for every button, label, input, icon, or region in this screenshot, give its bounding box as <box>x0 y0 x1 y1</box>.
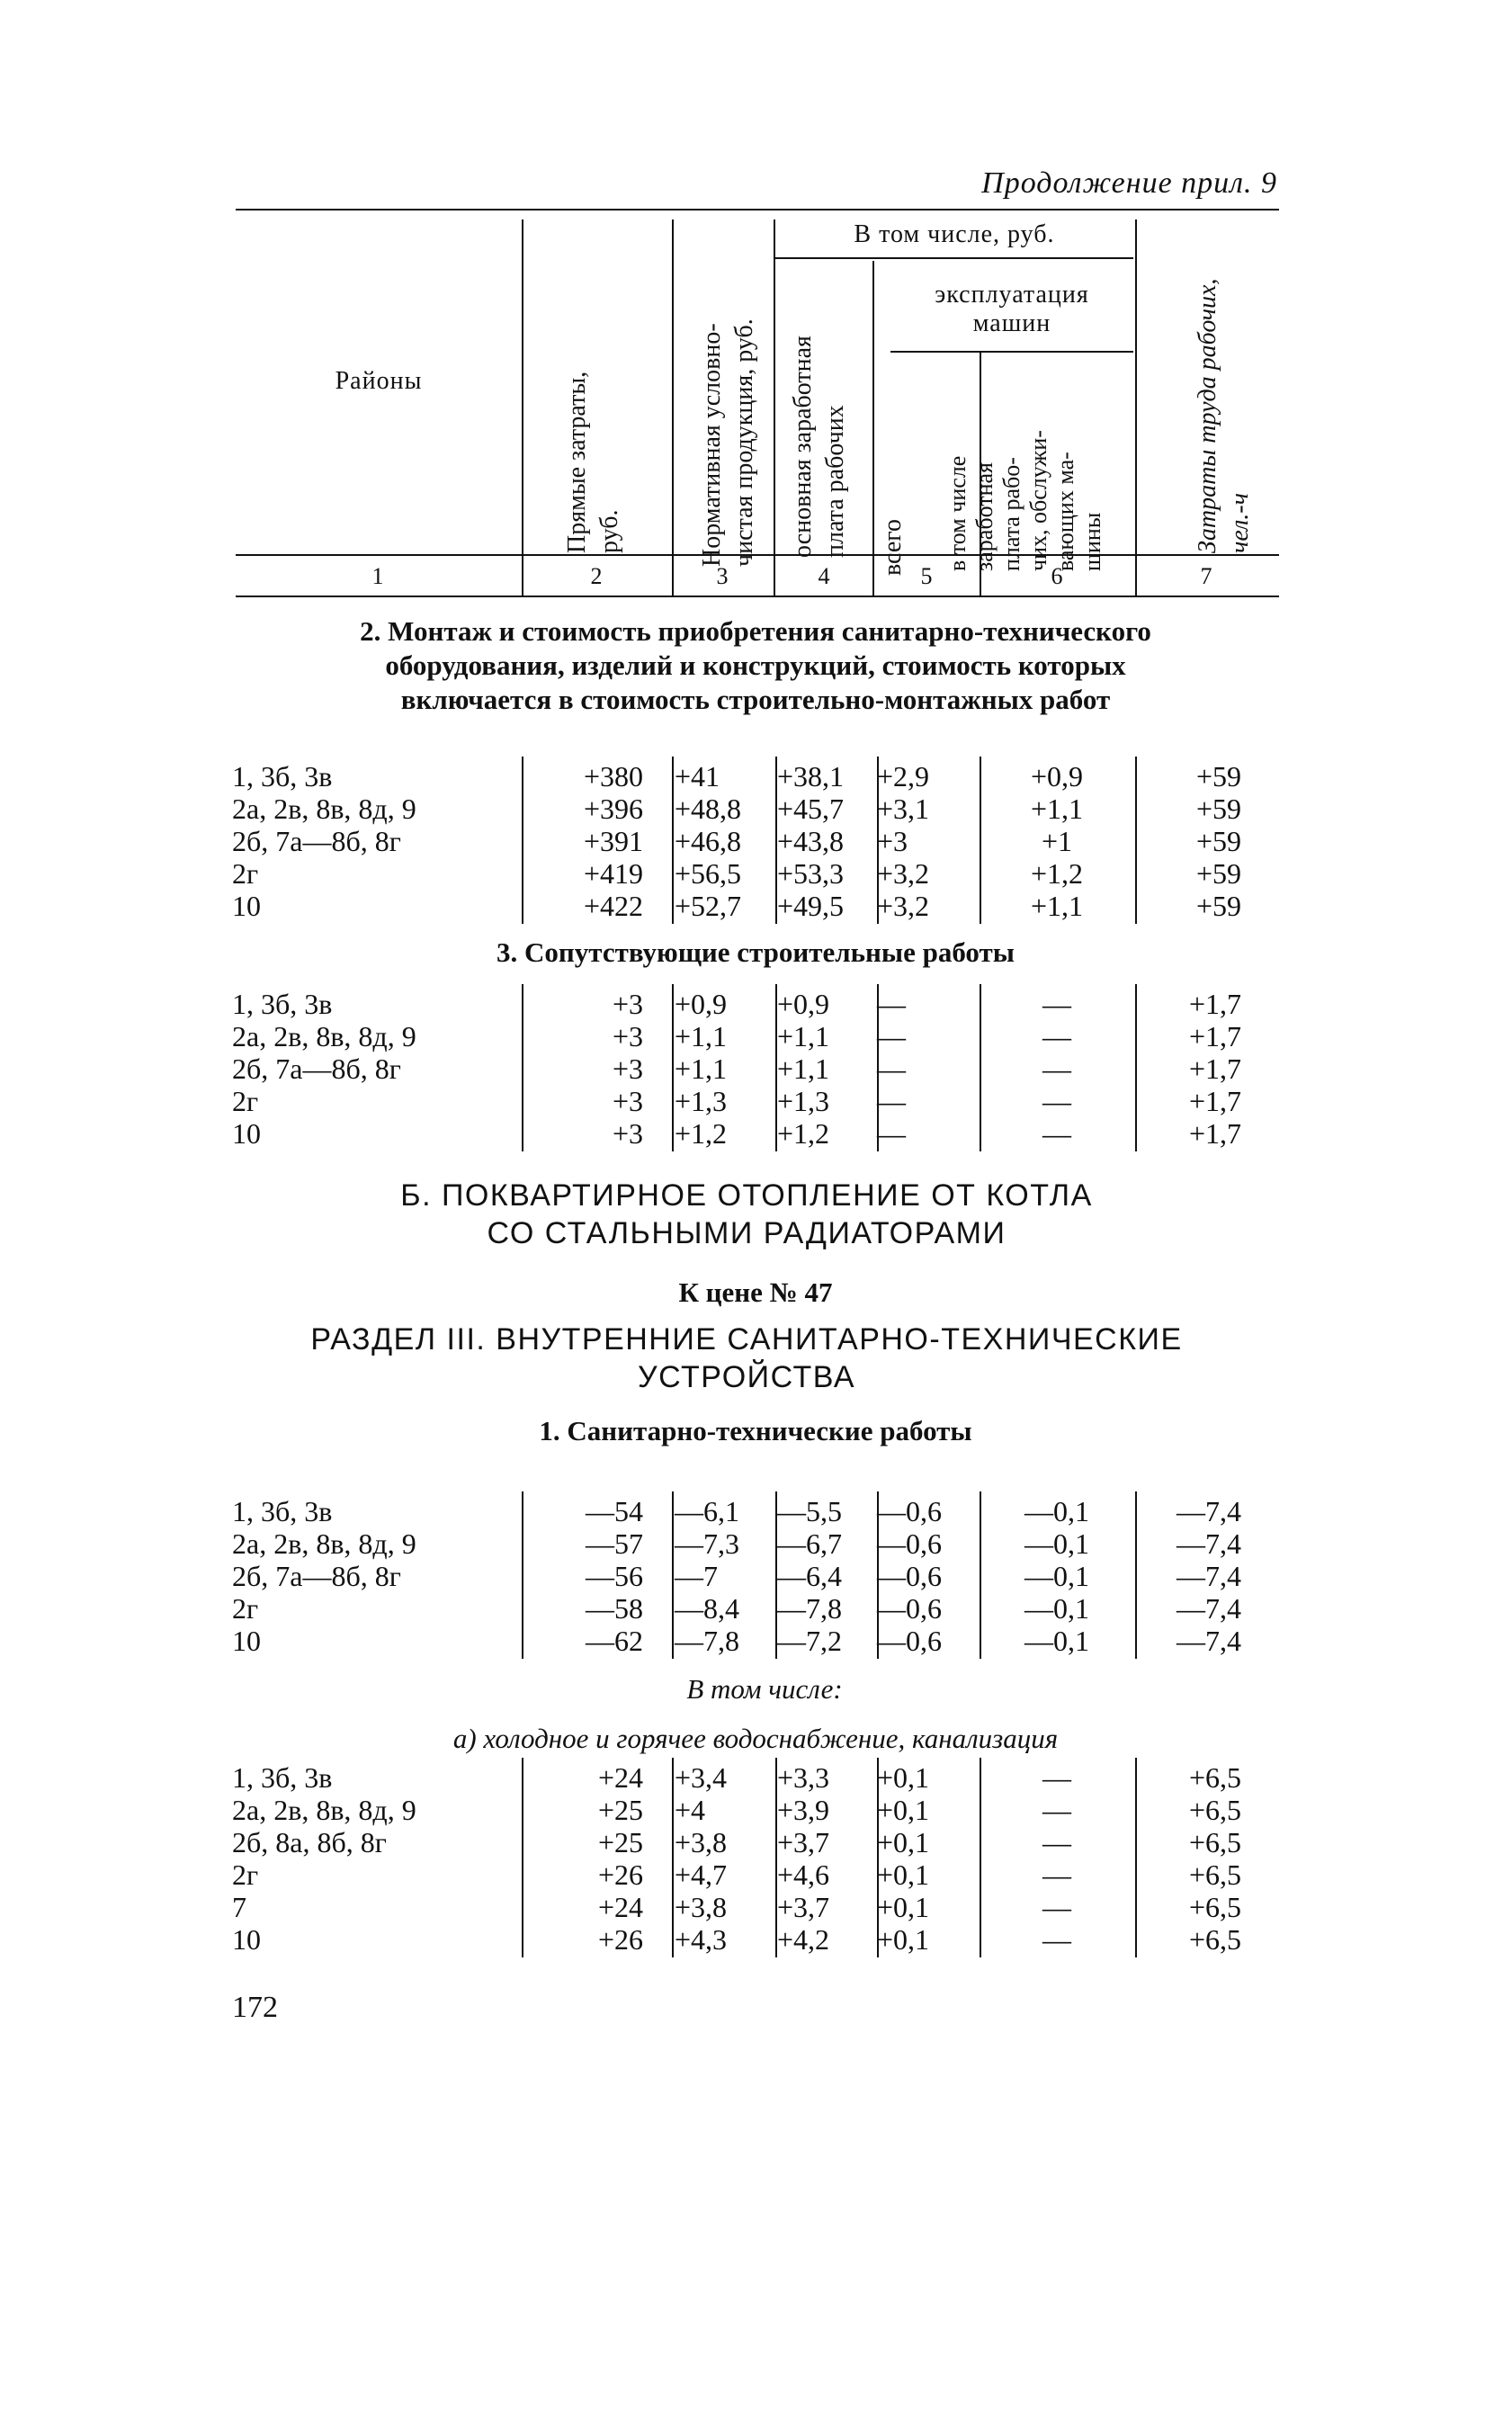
value-cell: —8,4 <box>675 1592 739 1625</box>
value-cell: +1,2 <box>1030 857 1084 890</box>
value-cell: +3 <box>612 1052 643 1085</box>
value-cell: —7,3 <box>675 1527 739 1560</box>
value-cell: +391 <box>583 825 643 857</box>
value-cell: +46,8 <box>675 825 742 857</box>
table-row <box>0 1826 1512 1858</box>
value-cell: +380 <box>583 760 643 793</box>
value-cell: — <box>877 1117 906 1150</box>
value-cell: +0,9 <box>1030 760 1084 793</box>
header-divider <box>1135 219 1137 597</box>
region-cell: 2а, 2в, 8в, 8д, 9 <box>232 1020 416 1052</box>
value-cell: +1 <box>1041 825 1073 857</box>
chapter-title <box>216 1321 1277 1396</box>
column-number: 7 <box>1200 563 1212 589</box>
value-cell: +3,2 <box>877 857 930 890</box>
region-cell: 2г <box>232 1592 259 1625</box>
value-cell: +24 <box>597 1891 643 1923</box>
header-divider <box>522 219 523 597</box>
region-cell: 1, 3б, 3в <box>232 760 333 793</box>
region-cell: 2г <box>232 1858 259 1891</box>
value-cell: —7,4 <box>1176 1495 1241 1527</box>
table-row <box>0 1794 1512 1826</box>
base-wage-header: основная заработная плата рабочих <box>789 336 849 558</box>
part-b-title <box>216 1177 1277 1252</box>
value-cell: +422 <box>583 890 643 922</box>
table-row <box>0 1020 1512 1052</box>
part-b-title-line: СО СТАЛЬНЫМИ РАДИАТОРАМИ <box>487 1216 1007 1250</box>
value-cell: +0,1 <box>877 1858 930 1891</box>
header-top-rule <box>236 209 1279 210</box>
value-cell: — <box>1042 1085 1071 1117</box>
value-cell: +396 <box>583 793 643 825</box>
table-row <box>0 1891 1512 1923</box>
value-cell: — <box>877 988 906 1020</box>
value-cell: +25 <box>597 1826 643 1858</box>
incl-wage-header: в том числе заработная плата рабо- чих, обслужи- вающих ма- шины <box>944 430 1105 571</box>
value-cell: +59 <box>1195 890 1241 922</box>
column-number: 6 <box>1051 563 1063 589</box>
value-cell: +38,1 <box>777 760 845 793</box>
value-cell: +3,7 <box>777 1826 830 1858</box>
value-cell: +26 <box>597 1923 643 1956</box>
value-cell: —7,4 <box>1176 1625 1241 1657</box>
col-numbers-rule <box>236 596 1279 597</box>
value-cell: +1,7 <box>1188 1085 1241 1117</box>
region-cell: 10 <box>232 890 261 922</box>
value-cell: +45,7 <box>777 793 845 825</box>
total-header: всего <box>879 518 907 576</box>
chapter-title-line: РАЗДЕЛ III. ВНУТРЕННИЕ САНИТАРНО-ТЕХНИЧЕСКИЕ <box>310 1322 1183 1357</box>
value-cell: +49,5 <box>777 890 845 922</box>
region-cell: 1, 3б, 3в <box>232 1495 333 1527</box>
value-cell: —0,1 <box>1024 1592 1089 1625</box>
table-row <box>0 1085 1512 1117</box>
value-cell: +3,8 <box>675 1891 728 1923</box>
value-cell: +4 <box>675 1794 706 1826</box>
value-cell: +0,1 <box>877 1761 930 1794</box>
value-cell: +59 <box>1195 825 1241 857</box>
region-cell: 2г <box>232 857 259 890</box>
region-cell: 2а, 2в, 8в, 8д, 9 <box>232 793 416 825</box>
value-cell: +3 <box>612 1117 643 1150</box>
table-row <box>0 890 1512 922</box>
value-cell: —7,4 <box>1176 1527 1241 1560</box>
column-number: 4 <box>818 563 830 589</box>
value-cell: +3 <box>877 825 908 857</box>
table-row <box>0 825 1512 857</box>
section-title-line: 2. Монтаж и стоимость приобретения санитарно-технического <box>360 615 1151 647</box>
region-cell: 2а, 2в, 8в, 8д, 9 <box>232 1527 416 1560</box>
value-cell: +3,9 <box>777 1794 830 1826</box>
value-cell: +1,7 <box>1188 1052 1241 1085</box>
header-divider <box>774 219 775 597</box>
table-row <box>0 857 1512 890</box>
value-cell: —7 <box>675 1560 718 1592</box>
value-cell: — <box>877 1085 906 1117</box>
value-cell: +6,5 <box>1188 1794 1241 1826</box>
value-cell: — <box>1042 1020 1071 1052</box>
region-cell: 2б, 8а, 8б, 8г <box>232 1826 387 1858</box>
value-cell: —6,1 <box>675 1495 739 1527</box>
value-cell: +3 <box>612 1020 643 1052</box>
value-cell: +3,8 <box>675 1826 728 1858</box>
value-cell: +1,7 <box>1188 1117 1241 1150</box>
value-cell: —0,1 <box>1024 1625 1089 1657</box>
value-cell: +6,5 <box>1188 1826 1241 1858</box>
value-cell: +0,9 <box>777 988 830 1020</box>
table-row <box>0 1495 1512 1527</box>
price-reference: К цене № 47 <box>678 1276 833 1308</box>
header-divider <box>672 219 674 597</box>
value-cell: +0,9 <box>675 988 728 1020</box>
value-cell: +3,3 <box>777 1761 830 1794</box>
region-cell: 10 <box>232 1625 261 1657</box>
table-row <box>0 1761 1512 1794</box>
value-cell: —0,1 <box>1024 1527 1089 1560</box>
value-cell: +1,1 <box>777 1020 830 1052</box>
value-cell: +6,5 <box>1188 1858 1241 1891</box>
labor-header: Затраты труда рабочих, чел.-ч <box>1194 278 1254 553</box>
section-title-line: включается в стоимость строительно-монтажных работ <box>400 684 1111 715</box>
subsection-a-title: а) холодное и горячее водоснабжение, канализация <box>452 1723 1059 1754</box>
value-cell: — <box>1042 1923 1071 1956</box>
table-row <box>0 1560 1512 1592</box>
header-divider <box>872 261 874 597</box>
value-cell: —54 <box>586 1495 643 1527</box>
value-cell: +25 <box>597 1794 643 1826</box>
value-cell: +0,1 <box>877 1891 930 1923</box>
value-cell: +1,1 <box>675 1052 728 1085</box>
section-2-title <box>234 614 1277 717</box>
header-subrule <box>890 351 1133 353</box>
including-label: В том числе: <box>686 1673 843 1705</box>
value-cell: —0,6 <box>877 1592 942 1625</box>
value-cell: +0,1 <box>877 1923 930 1956</box>
value-cell: —56 <box>586 1560 643 1592</box>
value-cell: +52,7 <box>675 890 742 922</box>
section-title-line: оборудования, изделий и конструкций, стоимость которых <box>385 649 1126 681</box>
value-cell: +3,1 <box>877 793 930 825</box>
value-cell: — <box>1042 1858 1071 1891</box>
value-cell: +26 <box>597 1858 643 1891</box>
value-cell: —6,4 <box>777 1560 842 1592</box>
column-number: 1 <box>371 563 384 589</box>
value-cell: +419 <box>583 857 643 890</box>
value-cell: +6,5 <box>1188 1923 1241 1956</box>
value-cell: —7,8 <box>777 1592 842 1625</box>
value-cell: +53,3 <box>777 857 845 890</box>
value-cell: +3 <box>612 988 643 1020</box>
normative-output-header: Нормативная условно- чистая продукция, руб. <box>698 318 758 567</box>
section-3-title <box>234 936 1277 970</box>
value-cell: +59 <box>1195 793 1241 825</box>
region-cell: 2б, 7а—8б, 8г <box>232 1560 401 1592</box>
table-row <box>0 760 1512 793</box>
value-cell: +43,8 <box>777 825 845 857</box>
table-row <box>0 1625 1512 1657</box>
value-cell: — <box>1042 1826 1071 1858</box>
value-cell: — <box>1042 1761 1071 1794</box>
value-cell: +3,4 <box>675 1761 728 1794</box>
table-row <box>0 793 1512 825</box>
value-cell: +0,1 <box>877 1794 930 1826</box>
value-cell: — <box>1042 1117 1071 1150</box>
value-cell: — <box>1042 988 1071 1020</box>
value-cell: —62 <box>586 1625 643 1657</box>
header-subrule <box>775 257 1133 259</box>
column-number: 5 <box>920 563 933 589</box>
section-b1-title: 1. Санитарно-технические работы <box>539 1415 972 1446</box>
column-number: 3 <box>716 563 729 589</box>
region-cell: 2г <box>232 1085 259 1117</box>
value-cell: +59 <box>1195 760 1241 793</box>
value-cell: +1,1 <box>777 1052 830 1085</box>
value-cell: —58 <box>586 1592 643 1625</box>
table-row <box>0 1117 1512 1150</box>
value-cell: — <box>1042 1794 1071 1826</box>
region-cell: 10 <box>232 1923 261 1956</box>
value-cell: +1,3 <box>777 1085 830 1117</box>
value-cell: —5,5 <box>777 1495 842 1527</box>
value-cell: —0,1 <box>1024 1495 1089 1527</box>
value-cell: +24 <box>597 1761 643 1794</box>
value-cell: —7,8 <box>675 1625 739 1657</box>
value-cell: +1,7 <box>1188 1020 1241 1052</box>
value-cell: —7,4 <box>1176 1560 1241 1592</box>
part-b-title-line: Б. ПОКВАРТИРНОЕ ОТОПЛЕНИЕ ОТ КОТЛА <box>400 1178 1093 1213</box>
value-cell: +2,9 <box>877 760 930 793</box>
value-cell: +4,2 <box>777 1923 830 1956</box>
value-cell: +59 <box>1195 857 1241 890</box>
continuation-header: Продолжение прил. 9 <box>981 166 1277 200</box>
section-title-line: 3. Сопутствующие строительные работы <box>497 936 1015 968</box>
value-cell: — <box>1042 1052 1071 1085</box>
value-cell: +6,5 <box>1188 1761 1241 1794</box>
value-cell: —7,2 <box>777 1625 842 1657</box>
region-cell: 1, 3б, 3в <box>232 1761 333 1794</box>
value-cell: +1,2 <box>675 1117 728 1150</box>
value-cell: +4,7 <box>675 1858 728 1891</box>
region-cell: 2б, 7а—8б, 8г <box>232 1052 401 1085</box>
value-cell: +3,2 <box>877 890 930 922</box>
region-cell: 2а, 2в, 8в, 8д, 9 <box>232 1794 416 1826</box>
value-cell: +3 <box>612 1085 643 1117</box>
value-cell: +1,3 <box>675 1085 728 1117</box>
including-header: В том числе, руб. <box>854 220 1055 248</box>
value-cell: +4,3 <box>675 1923 728 1956</box>
value-cell: —0,6 <box>877 1560 942 1592</box>
chapter-title-line: УСТРОЙСТВА <box>637 1360 856 1394</box>
region-cell: 10 <box>232 1117 261 1150</box>
value-cell: —7,4 <box>1176 1592 1241 1625</box>
value-cell: —0,1 <box>1024 1560 1089 1592</box>
region-cell: 7 <box>232 1891 246 1923</box>
value-cell: +1,2 <box>777 1117 830 1150</box>
value-cell: +0,1 <box>877 1826 930 1858</box>
value-cell: —57 <box>586 1527 643 1560</box>
value-cell: +48,8 <box>675 793 742 825</box>
table-row <box>0 988 1512 1020</box>
direct-costs-header: Прямые затраты, руб. <box>563 371 623 553</box>
machine-operation-header: эксплуатация машин <box>935 281 1089 337</box>
value-cell: —0,6 <box>877 1495 942 1527</box>
value-cell: +1,1 <box>675 1020 728 1052</box>
column-number: 2 <box>590 563 603 589</box>
value-cell: +41 <box>675 760 720 793</box>
value-cell: +4,6 <box>777 1858 830 1891</box>
value-cell: —0,6 <box>877 1625 942 1657</box>
value-cell: +6,5 <box>1188 1891 1241 1923</box>
value-cell: +3,7 <box>777 1891 830 1923</box>
value-cell: — <box>1042 1891 1071 1923</box>
value-cell: +1,7 <box>1188 988 1241 1020</box>
table-row <box>0 1527 1512 1560</box>
value-cell: — <box>877 1020 906 1052</box>
table-row <box>0 1592 1512 1625</box>
value-cell: —0,6 <box>877 1527 942 1560</box>
value-cell: +56,5 <box>675 857 742 890</box>
table-row <box>0 1052 1512 1085</box>
value-cell: +1,1 <box>1030 793 1084 825</box>
region-cell: 1, 3б, 3в <box>232 988 333 1020</box>
table-row <box>0 1858 1512 1891</box>
value-cell: — <box>877 1052 906 1085</box>
value-cell: +1,1 <box>1030 890 1084 922</box>
table-row <box>0 1923 1512 1956</box>
regions-header: Районы <box>335 367 423 395</box>
value-cell: —6,7 <box>777 1527 842 1560</box>
page-number: 172 <box>232 1991 278 2024</box>
region-cell: 2б, 7а—8б, 8г <box>232 825 401 857</box>
